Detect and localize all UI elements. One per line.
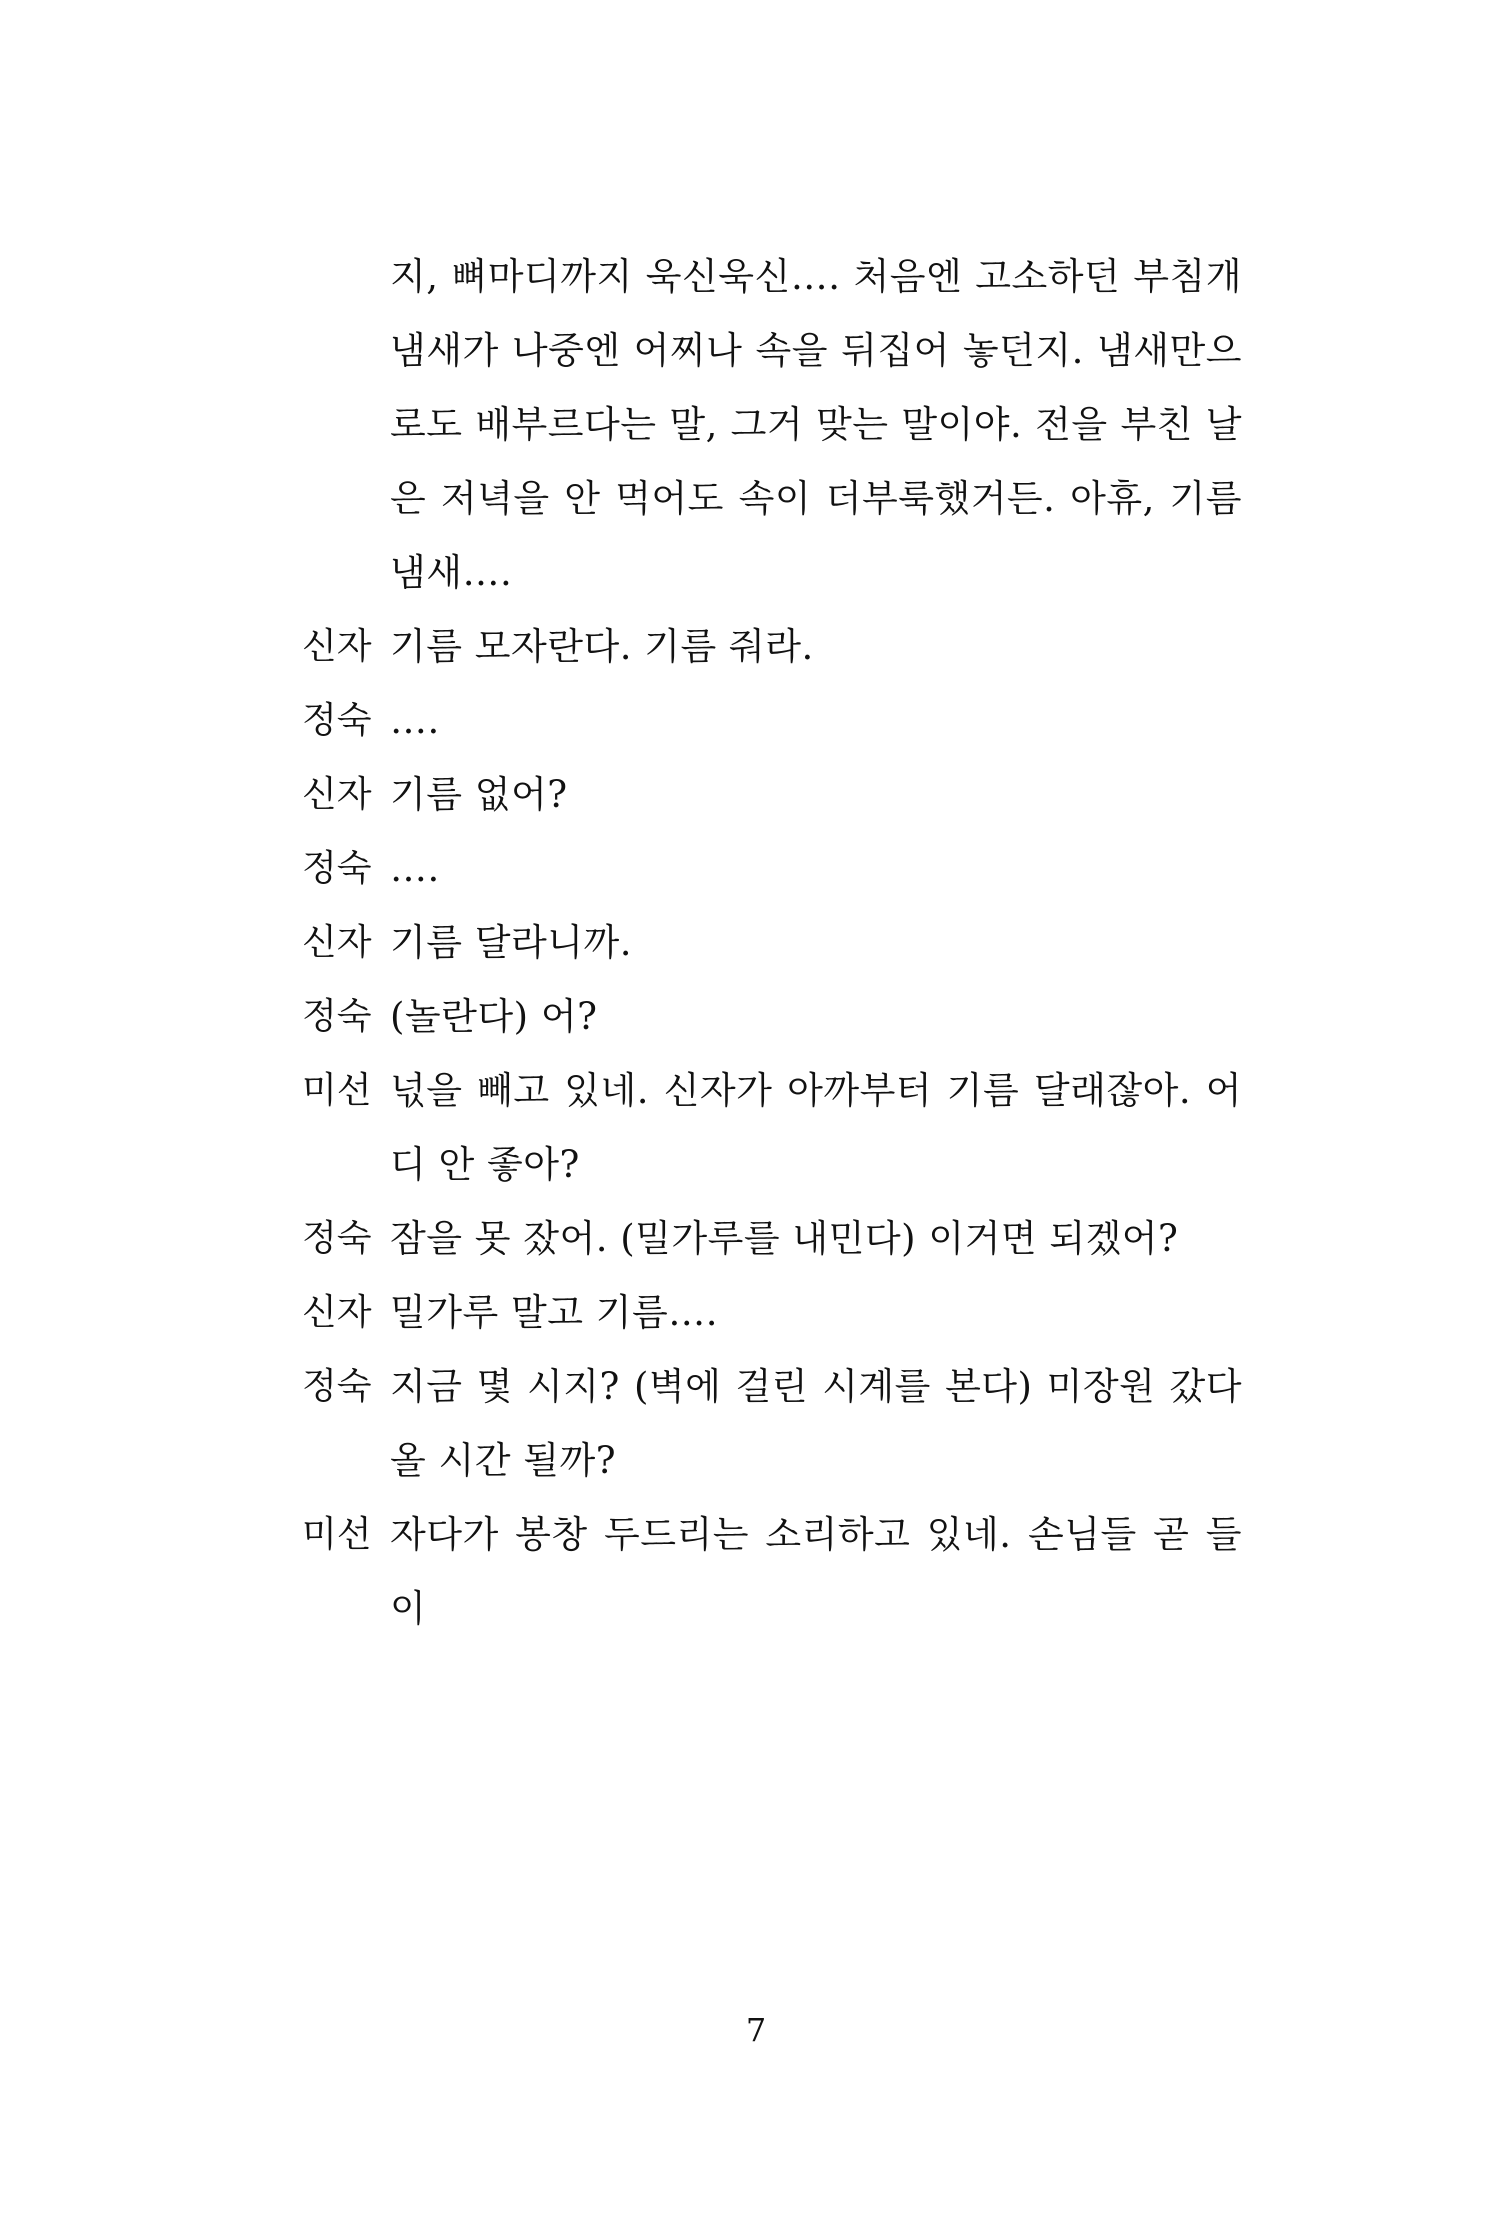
- speaker-name: 정숙: [302, 996, 372, 1037]
- dialogue-line: [302, 758, 1242, 832]
- dialogue-line: [302, 906, 1242, 980]
- speaker-name: 정숙: [302, 1366, 372, 1407]
- page-number: 7: [745, 2011, 767, 2049]
- speaker-name: 정숙: [302, 848, 372, 889]
- speech-text: 넋을 빼고 있네. 신자가 아까부터 기름 달래잖아. 어디 안 좋아?: [390, 1069, 1242, 1186]
- speech-text: 기름 없어?: [390, 773, 568, 816]
- dialogue-line: [302, 1054, 1242, 1202]
- dialogue-line: [302, 1498, 1242, 1646]
- speech-text: 자다가 봉창 두드리는 소리하고 있네. 손님들 곧 들이: [390, 1513, 1242, 1630]
- dialogue-line: [302, 1202, 1242, 1276]
- speaker-name: 신자: [302, 774, 372, 815]
- speech-text: 밀가루 말고 기름….: [390, 1291, 718, 1334]
- continued-speech: 지, 뼈마디까지 욱신욱신…. 처음엔 고소하던 부침개 냄새가 나중엔 어찌나 속을 뒤집어 놓던지. 냄새만으로도 배부르다는 말, 그거 맞는 말이야. 전을 부친 날은 저녁을 안 먹어도 속이 더부룩했거든. 아휴, 기름 냄새….: [390, 255, 1242, 594]
- script-body: [302, 240, 1242, 1646]
- speaker-name: 신자: [302, 922, 372, 963]
- speaker-name: 정숙: [302, 1218, 372, 1259]
- speech-text: 잠을 못 잤어. (밀가루를 내민다) 이거면 되겠어?: [390, 1217, 1179, 1260]
- dialogue-line: [302, 1276, 1242, 1350]
- dialogue-line: [302, 1350, 1242, 1498]
- speaker-name: 정숙: [302, 700, 372, 741]
- speech-text: 기름 달라니까.: [390, 921, 632, 964]
- speech-text: ….: [390, 847, 440, 890]
- speech-text: 기름 모자란다. 기름 줘라.: [390, 625, 814, 668]
- speaker-name: 신자: [302, 1292, 372, 1333]
- speech-text: ….: [390, 699, 440, 742]
- speaker-name: 미선: [302, 1514, 372, 1555]
- speech-text: 지금 몇 시지? (벽에 걸린 시계를 본다) 미장원 갔다 올 시간 될까?: [390, 1365, 1242, 1482]
- dialogue-line: [302, 980, 1242, 1054]
- dialogue-line: [302, 610, 1242, 684]
- speaker-name: 미선: [302, 1070, 372, 1111]
- dialogue-line: [302, 684, 1242, 758]
- dialogue-line: [302, 832, 1242, 906]
- speaker-name: 신자: [302, 626, 372, 667]
- speech-text: (놀란다) 어?: [390, 995, 598, 1038]
